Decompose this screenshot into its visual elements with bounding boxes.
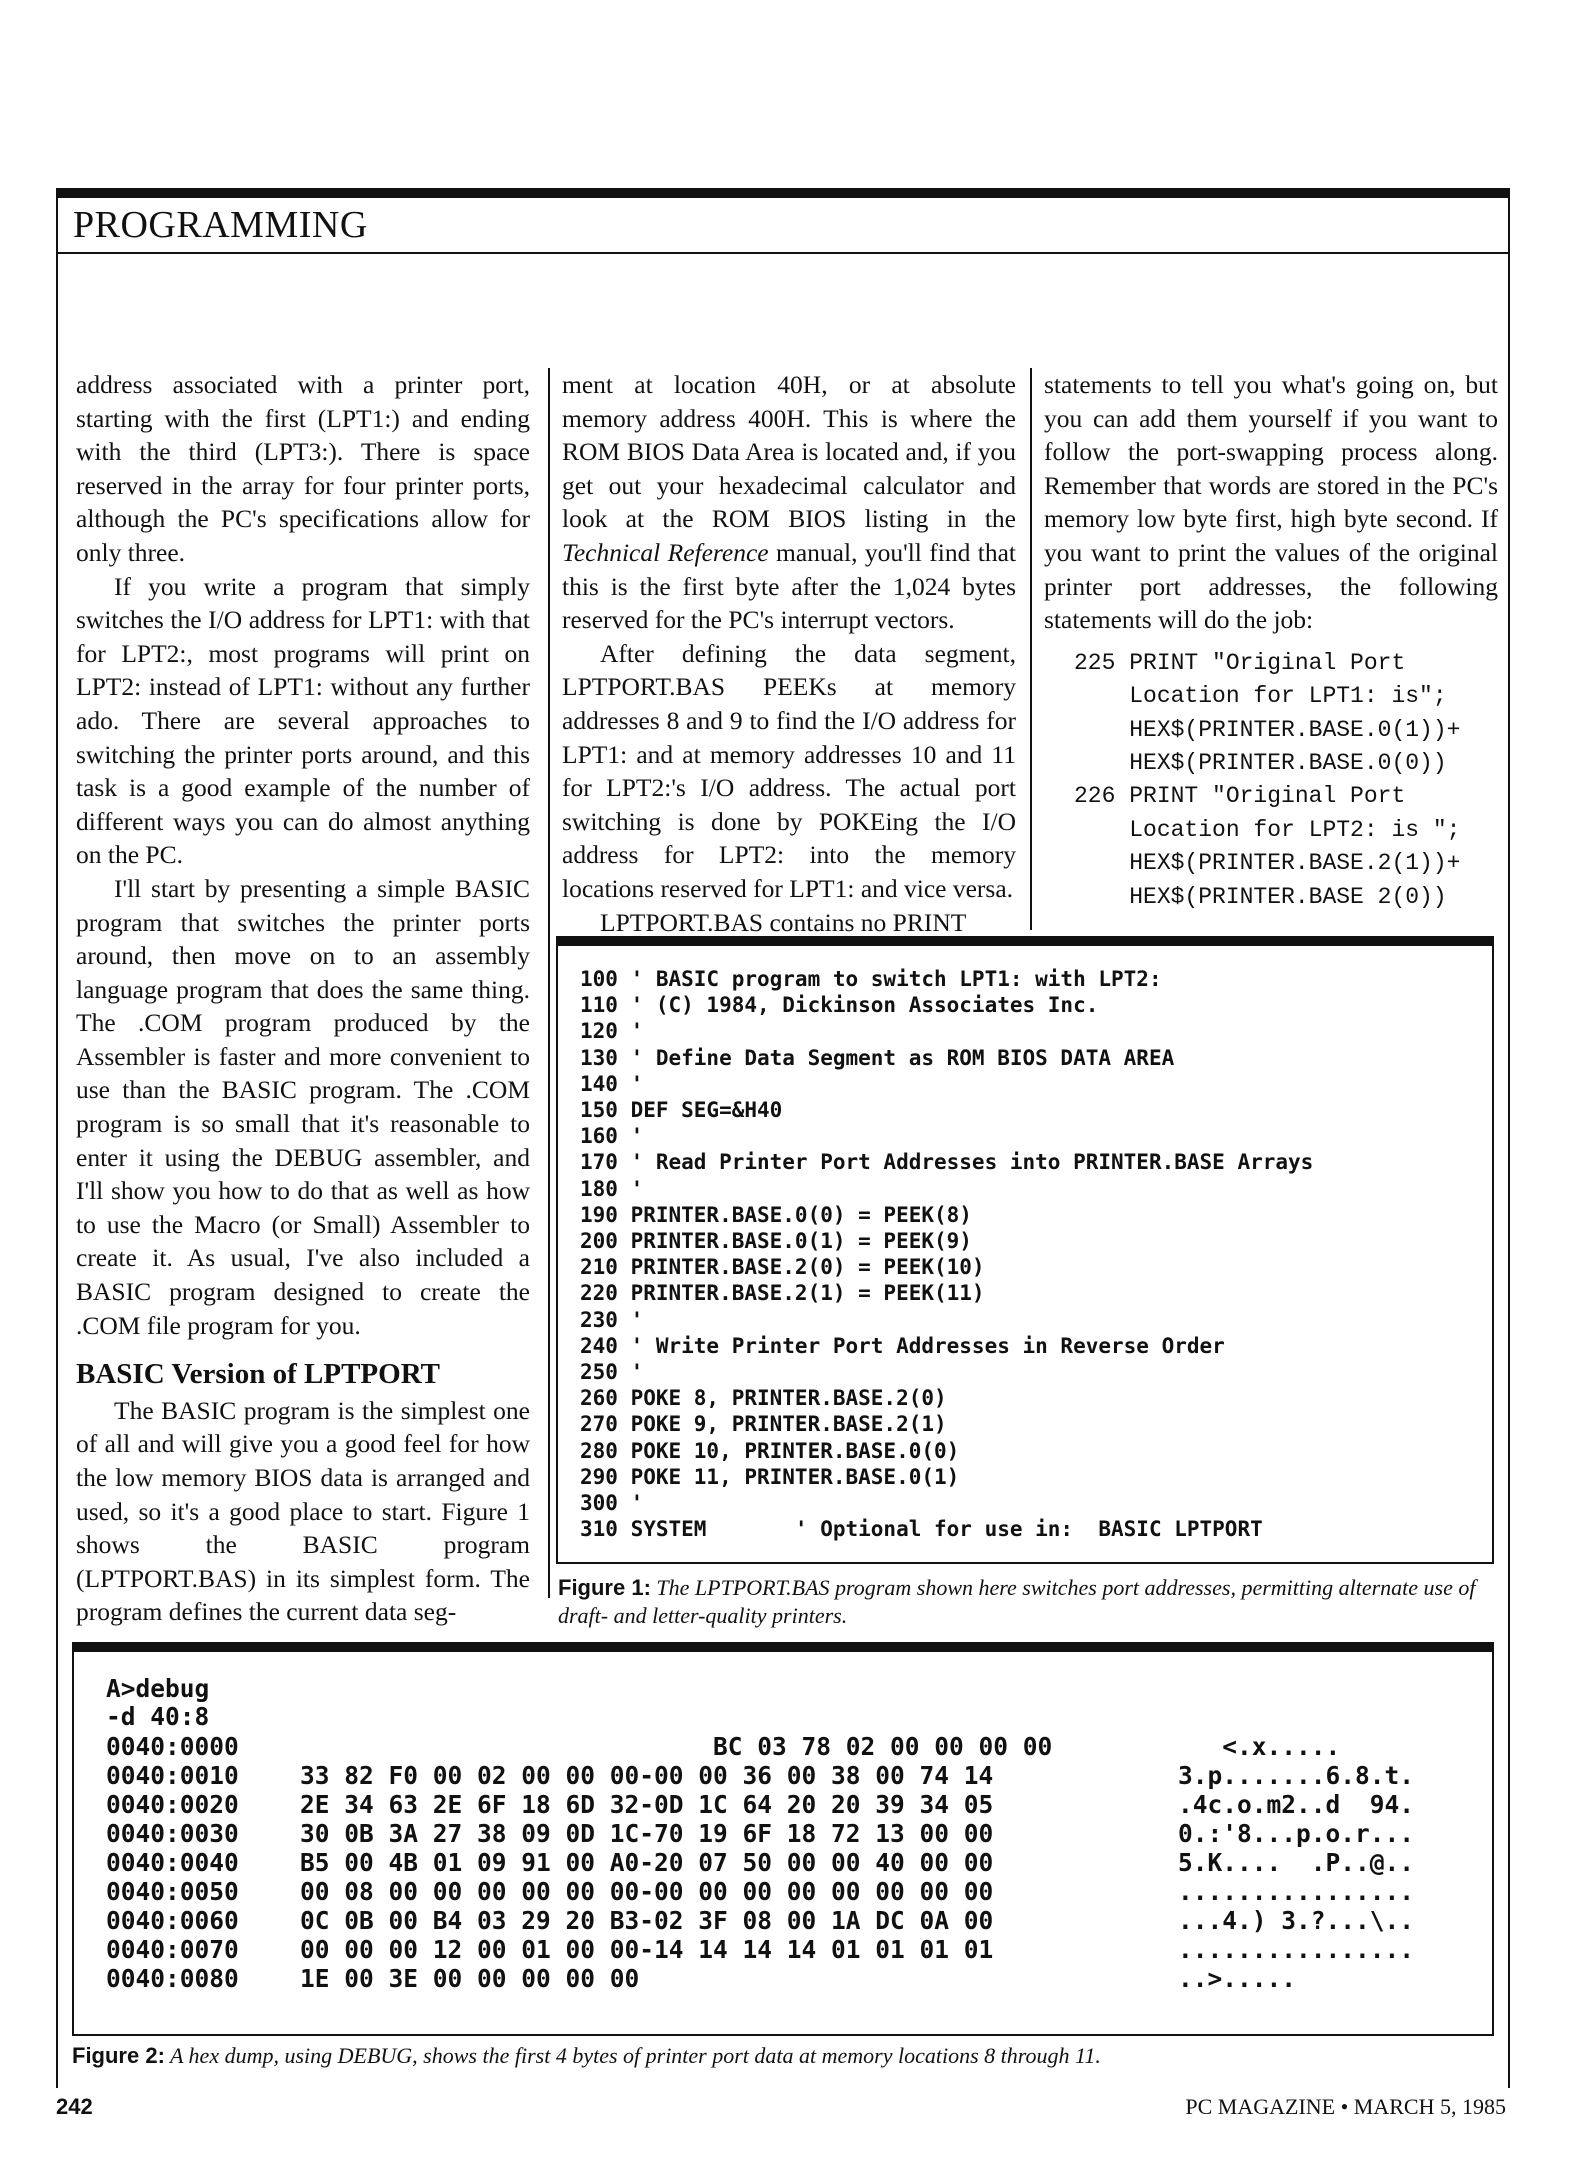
hex-row-bytes: 00 00 00 12 00 01 00 00-14 14 14 14 01 01 01 01 [300, 1935, 994, 1964]
hex-row-ascii: 0.:'8...p.o.r... [1178, 1819, 1415, 1848]
col2-paragraph-2: After defining the data segment, LPTPORT.BAS PEEKs at memory addresses 8 and 9 to find the I/O address for LPT1: and at memory addresses 10 and 11 for LPT2:'s I/O address. The actual port switching is done by POKEing the I/O address for LPT2: into the memory locations reserved for LPT1: and vice versa. [562, 638, 1016, 903]
column-divider-1 [548, 368, 550, 1598]
col1-paragraph-1: address associated with a printer port, starting with the first (LPT1:) and ending with the third (LPT3:). There is space reserved in the array for four printer ports, although the PC's specifications allow for only three. [76, 370, 530, 567]
hex-row-address: 0040:0040 [106, 1848, 239, 1877]
col2-italic-title: Technical Reference [562, 537, 769, 567]
magazine-footer: PC MAGAZINE • MARCH 5, 1985 [1185, 2094, 1506, 2119]
hex-row-address: 0040:0020 [106, 1790, 239, 1819]
col2-text-a: ment at location 40H, or at absolute memory address 400H. This is where the ROM BIOS Data Area is located and, if you get out your hexadecimal calculator and look at the ROM BIOS listing in the [562, 370, 1016, 534]
hex-row-ascii: ................ [1178, 1877, 1415, 1906]
figure-2-top-rule [72, 1642, 1494, 1652]
title-rule [56, 252, 1510, 254]
figure-2-label: Figure 2: [72, 2043, 165, 2068]
hex-row-address: 0040:0010 [106, 1761, 239, 1790]
hex-row-ascii: ...4.) 3.?...\.. [1178, 1906, 1415, 1935]
hex-row-address: 0040:0000 [106, 1732, 239, 1761]
figure-1-caption [558, 1574, 1490, 1630]
page-number: 242 [56, 2094, 93, 2119]
col2-paragraph-3: LPTPORT.BAS contains no PRINT [600, 907, 967, 937]
hex-row-address: 0040:0060 [106, 1906, 239, 1935]
figure-1-box [556, 936, 1494, 1564]
subheading: BASIC Version of LPTPORT [76, 1358, 440, 1391]
hex-row-address: 0040:0050 [106, 1877, 239, 1906]
hex-row-bytes: 1E 00 3E 00 00 00 00 00 [300, 1964, 640, 1993]
hex-row-bytes: 33 82 F0 00 02 00 00 00-00 00 36 00 38 00 74 14 [300, 1761, 994, 1790]
col2-text-b: manual, you'll find that this is the first byte after the 1,024 bytes reserved for the PC's interrupt vectors. [562, 537, 1016, 635]
column-2 [562, 368, 1016, 939]
figure-1-top-rule [556, 936, 1494, 946]
hex-row-address: 0040:0030 [106, 1819, 239, 1848]
figure-1-listing: 100 ' BASIC program to switch LPT1: with LPT2: 110 ' (C) 1984, Dickinson Associates Inc. 120 ' 130 ' Define Data Segment as ROM BIOS DATA AREA 140 ' 150 DEF SEG=&H40 160 ' 170 ' Read Printer Port Addresses into PRINTER.BASE Arrays 180 ' 190 PRINTER.BASE.0(0) = PEEK(8) 200 PRINTER.BASE.0(1) = PEEK(9) 210 PRINTER.BASE.2(0) = PEEK(10) 220 PRINTER.BASE.2(1) = PEEK(11) 230 ' 240 ' Write Printer Port Addresses in Reverse Order 250 ' 260 POKE 8, PRINTER.BASE.2(0) 270 POKE 9, PRINTER.BASE.2(1) 280 POKE 10, PRINTER.BASE.0(0) 290 POKE 11, PRINTER.BASE.0(1) 300 ' 310 SYSTEM ' Optional for use in: BASIC LPTPORT [580, 967, 1314, 1542]
column-divider-2 [1030, 368, 1032, 930]
hex-row-bytes: 00 08 00 00 00 00 00 00-00 00 00 00 00 00 00 00 [300, 1877, 994, 1906]
hex-row-ascii: 5.K.... .P..@.. [1178, 1848, 1415, 1877]
hex-row-bytes: 2E 34 63 2E 6F 18 6D 32-0D 1C 64 20 20 39 34 05 [300, 1790, 994, 1819]
hex-row-address: 0040:0080 [106, 1964, 239, 1993]
debug-command: A>debug [106, 1674, 210, 1703]
figure-2-box [72, 1642, 1494, 2036]
hex-row-bytes: 30 0B 3A 27 38 09 0D 1C-70 19 6F 18 72 13 00 00 [300, 1819, 994, 1848]
col2-paragraph-1 [562, 368, 1016, 637]
hex-row-ascii: 3.p.......6.8.t. [1178, 1761, 1415, 1790]
column-3 [1044, 368, 1498, 914]
hex-row-address: 0040:0070 [106, 1935, 239, 1964]
hex-row-bytes: BC 03 78 02 00 00 00 00 [300, 1732, 1053, 1761]
col1-paragraph-4: The BASIC program is the simplest one of all and will give you a good feel for how the low memory BIOS data is arranged and used, so it's a good place to start. Figure 1 shows the BASIC program (LPTPORT.BAS) in its simplest form. The program defines the current data seg- [76, 1395, 530, 1627]
figure-2-caption-text: A hex dump, using DEBUG, shows the first 4 bytes of printer port data at memory locations 8 through 11. [164, 2043, 1101, 2068]
column-1 [76, 368, 530, 1629]
hex-row-ascii: .4c.o.m2..d 94. [1178, 1790, 1415, 1819]
print-statements-code: 225 PRINT "Original Port Location for LPT1: is"; HEX$(PRINTER.BASE.0(1))+ HEX$(PRINTER.BASE.0(0)) 226 PRINT "Original Port Location for LPT2: is "; HEX$(PRINTER.BASE.2(1))+ HEX$(PRINTER.BASE 2(0)) [1074, 649, 1461, 910]
hex-row-ascii: ..>..... [1178, 1964, 1297, 1993]
col1-paragraph-2: If you write a program that simply switches the I/O address for LPT1: with that for LPT2:, most programs will print on LPT2: instead of LPT1: without any further ado. There are several approaches to switching the printer ports around, and this task is a good example of the number of different ways you can do almost anything on the PC. [76, 571, 530, 870]
col1-paragraph-3: I'll start by presenting a simple BASIC program that switches the printer ports around, then move on to an assembly language program that does the same thing. The .COM program produced by the Assembler is faster and more convenient to use than the BASIC program. The .COM program is so small that it's reasonable to enter it using the DEBUG assembler, and I'll show you how to do that as well as how to use the Macro (or Small) Assembler to create it. As usual, I've also included a BASIC program designed to create the .COM file program for you. [76, 873, 530, 1340]
figure-1-label: Figure 1: [558, 1575, 651, 1600]
hex-row-bytes: B5 00 4B 01 09 91 00 A0-20 07 50 00 00 40 00 00 [300, 1848, 994, 1877]
hex-row-bytes: 0C 0B 00 B4 03 29 20 B3-02 3F 08 00 1A DC 0A 00 [300, 1906, 994, 1935]
section-title: PROGRAMMING [73, 204, 368, 246]
figure-1-caption-text: The LPTPORT.BAS program shown here switches port addresses, permitting alternate use of draft- and letter-quality printers. [558, 1575, 1476, 1628]
dump-command: -d 40:8 [106, 1702, 210, 1731]
hex-row-ascii: <.x..... [1178, 1732, 1341, 1761]
hex-row-ascii: ................ [1178, 1935, 1415, 1964]
top-rule [56, 188, 1510, 198]
figure-2-caption [72, 2042, 1490, 2070]
col3-paragraph-1: statements to tell you what's going on, but you can add them yourself if you want to follow the port-swapping process along. Remember that words are stored in the PC's memory low byte first, high byte second. If you want to print the values of the original printer port addresses, the following statements will do the job: [1044, 370, 1498, 635]
